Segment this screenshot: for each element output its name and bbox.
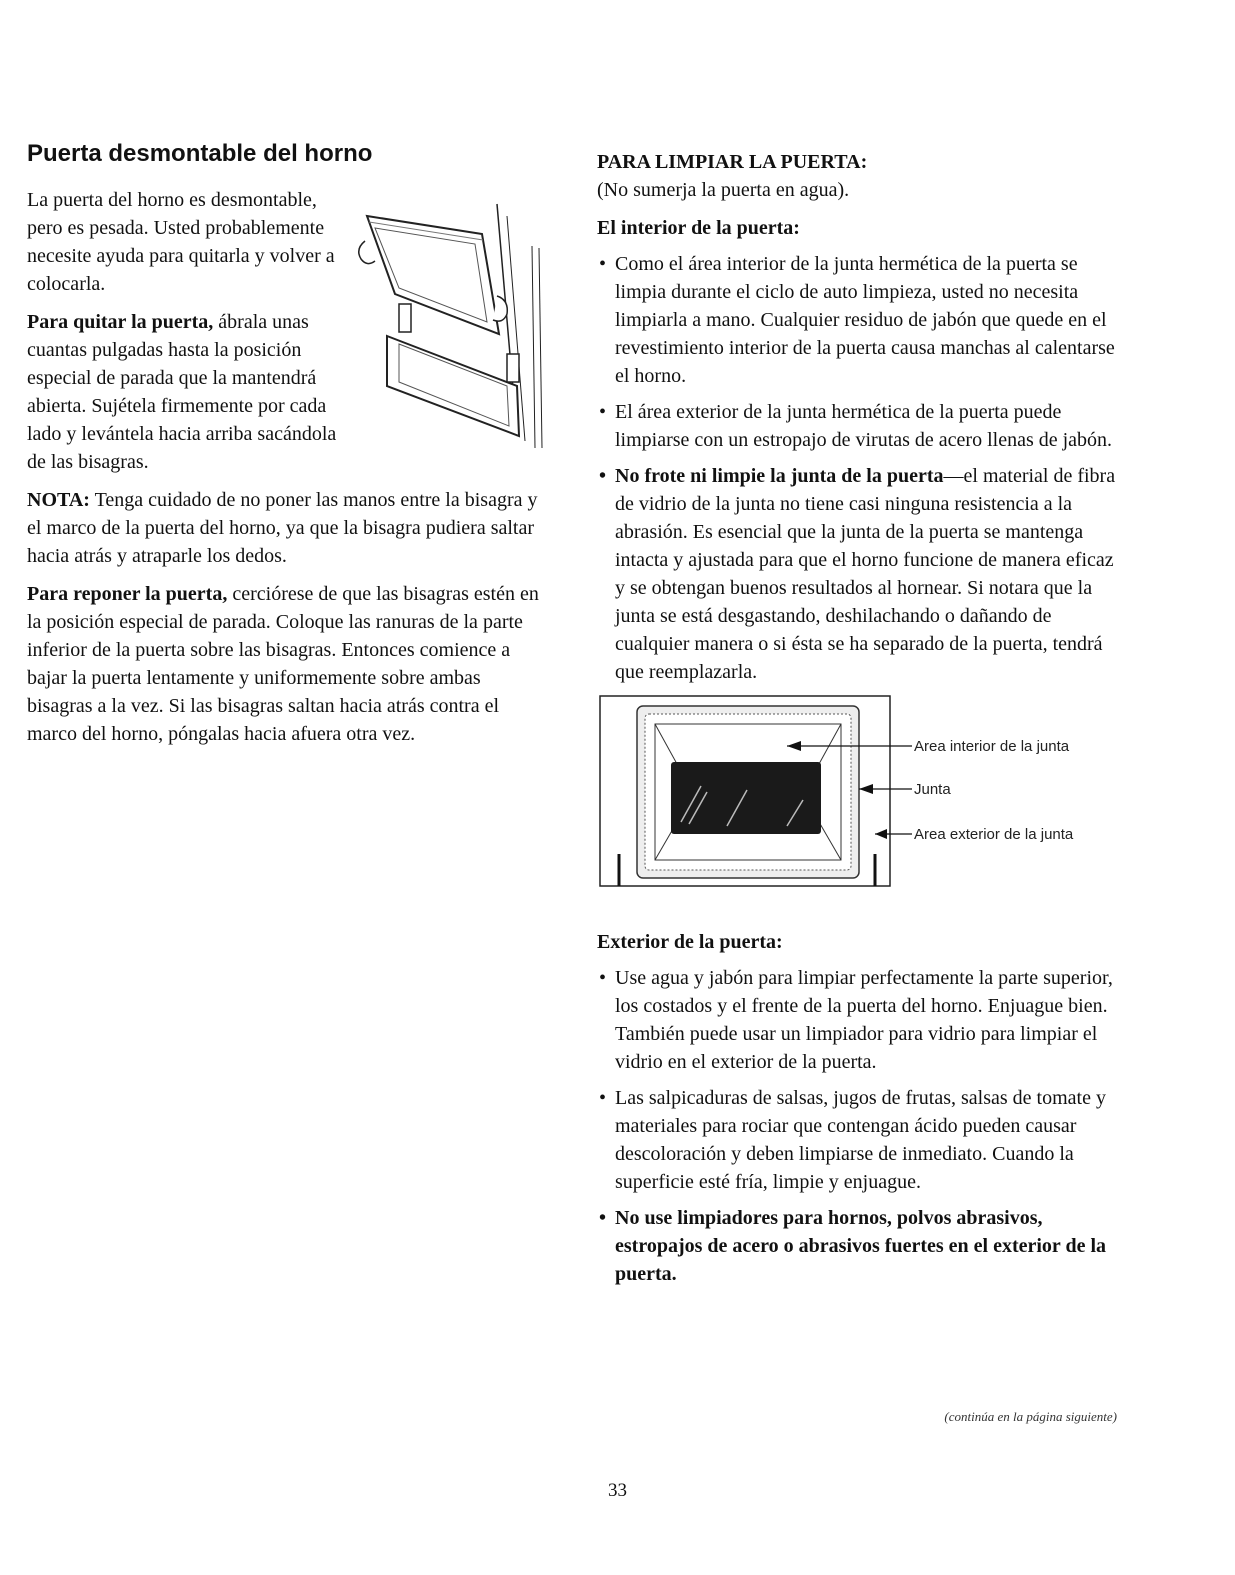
cleaning-title: PARA LIMPIAR LA PUERTA: bbox=[597, 151, 868, 173]
replace-door-lead: Para reponer la puerta, bbox=[27, 583, 228, 605]
left-column bbox=[27, 140, 547, 758]
door-gasket-diagram bbox=[597, 694, 1117, 914]
page-number: 33 bbox=[608, 1480, 627, 1501]
exterior-list bbox=[597, 964, 1127, 1288]
list-item: • Como el área interior de la junta hermética de la puerta se limpia durante el ciclo de auto limpieza, usted no necesita limpiarla a mano. Cualquier residuo de jabón que quede en el revestimiento interior de la puerta causa manchas al calentarse el horno. bbox=[599, 253, 1115, 387]
gasket-warning-text: —el material de fibra de vidrio de la junta no tiene casi ninguna resistencia a la abrasión. Es esencial que la junta de la puerta se mantenga intacta y ajustada para que el horno funcione de manera eficaz y se obtengan buenos resultados al hornear. Si notara que la junta se está desgastando, deshilachando o dañando de cualquier manera o si ésta se ha separado de la puerta, tendrá que reemplazarla. bbox=[615, 465, 1116, 683]
cleaning-subtitle: (No sumerja la puerta en agua). bbox=[597, 179, 850, 201]
gasket-warning-lead: No frote ni limpie la junta de la puerta bbox=[615, 465, 944, 487]
label-inner-area: Area interior de la junta bbox=[914, 738, 1070, 755]
interior-heading: El interior de la puerta: bbox=[597, 217, 800, 239]
continued-note: (continúa en la página siguiente) bbox=[944, 1409, 1117, 1424]
label-outer-area: Area exterior de la junta bbox=[914, 826, 1074, 843]
intro-paragraph: La puerta del horno es desmontable, pero es pesada. Usted probablemente necesite ayuda para quitarla y volver a colocarla. bbox=[27, 189, 335, 295]
oven-door-removal-illustration bbox=[347, 186, 547, 454]
right-column bbox=[597, 148, 1127, 1296]
exterior-heading: Exterior de la puerta: bbox=[597, 931, 783, 953]
remove-door-lead: Para quitar la puerta, bbox=[27, 311, 214, 333]
replace-door-text: cerciórese de que las bisagras estén en la posición especial de parada. Coloque las ranuras de la parte inferior de la puerta sobre las bisagras. Entonces comience a bajar la puerta lentamente y uniformemente sobre ambas bisagras a la vez. Si las bisagras saltan hacia atrás contra el marco del horno, póngalas hacia afuera otra vez. bbox=[27, 583, 539, 745]
section-heading: Puerta desmontable del horno bbox=[27, 140, 373, 167]
list-item: • Las salpicaduras de salsas, jugos de frutas, salsas de tomate y materiales para rociar que contengan ácido pueden causar descoloración y deben limpiarse de inmediato. Cuando la superficie esté fría, limpie y enjuague. bbox=[599, 1087, 1106, 1193]
list-item: • El área exterior de la junta hermética de la puerta puede limpiarse con un estropajo de virutas de acero llenas de jabón. bbox=[599, 401, 1113, 451]
remove-door-text: ábrala unas cuantas pulgadas hasta la posición especial de parada que la mantendrá abierta. Sujétela firmemente por cada lado y levántela hacia arriba sacándola de las bisagras. bbox=[27, 311, 337, 473]
intro-block bbox=[27, 186, 547, 476]
list-item: • No frote ni limpie la junta de la puerta—el material de fibra de vidrio de la junta no tiene casi ninguna resistencia a la abrasión. Es esencial que la junta de la puerta se mantenga intacta y ajustada para que el horno funcione de manera eficaz y se obtengan buenos resultados al hornear. Si notara que la junta se está desgastando, deshilachando o dañando de cualquier manera o si ésta se ha separado de la puerta, tendrá que reemplazarla. bbox=[599, 465, 1116, 683]
list-item: • Use agua y jabón para limpiar perfectamente la parte superior, los costados y el frente de la puerta del horno. Enjuague bien. También puede usar un limpiador para vidrio para limpiar el vidrio en el exterior de la puerta. bbox=[599, 967, 1113, 1073]
replace-door-paragraph bbox=[27, 580, 547, 748]
interior-list bbox=[597, 250, 1127, 686]
note-text: Tenga cuidado de no poner las manos entre la bisagra y el marco de la puerta del horno, ya que la bisagra pudiera saltar hacia atrás y atraparle los dedos. bbox=[27, 489, 538, 567]
note-lead: NOTA: bbox=[27, 489, 90, 511]
list-item: • No use limpiadores para hornos, polvos abrasivos, estropajos de acero o abrasivos fuertes en el exterior de la puerta. bbox=[599, 1207, 1107, 1285]
exterior-warning: No use limpiadores para hornos, polvos abrasivos, estropajos de acero o abrasivos fuertes en el exterior de la puerta. bbox=[615, 1207, 1107, 1285]
note-paragraph bbox=[27, 486, 547, 570]
label-gasket: Junta bbox=[914, 781, 951, 798]
